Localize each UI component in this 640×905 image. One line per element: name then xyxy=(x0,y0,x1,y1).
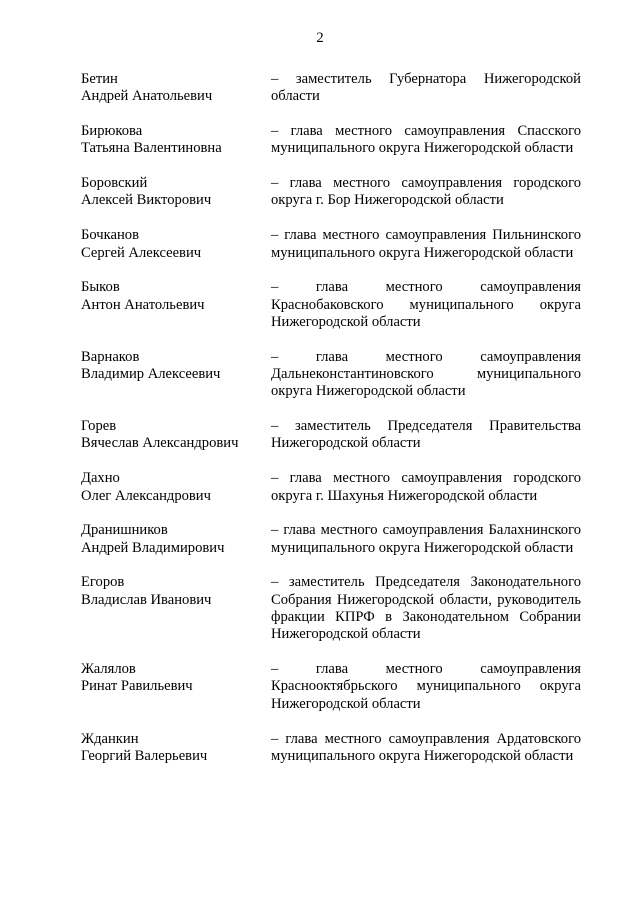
person-name xyxy=(81,227,271,262)
given-names: Алексей Викторович xyxy=(81,192,212,209)
surname: Дахно xyxy=(81,470,120,487)
surname: Бетин xyxy=(81,71,118,87)
position-title: – глава местного самоуправления Спасского муниципального округа Нижегородской области xyxy=(271,123,581,157)
list-item xyxy=(81,522,581,557)
given-names: Георгий Валерьевич xyxy=(81,747,208,764)
position-title: – глава местного самоуправления Балахнинского муниципального округа Нижегородской области xyxy=(271,522,581,556)
members-list xyxy=(81,71,581,783)
list-item xyxy=(81,470,581,505)
position-title: – глава местного самоуправления Краснобаковского муниципального округа Нижегородской области xyxy=(271,279,581,330)
person-name xyxy=(81,661,271,713)
given-names: Владислав Иванович xyxy=(81,591,212,608)
list-item xyxy=(81,71,581,106)
position-title: – глава местного самоуправления Дальнеконстантиновского муниципального округа Нижегородской области xyxy=(271,348,581,400)
given-names: Ринат Равильевич xyxy=(81,678,193,695)
list-item xyxy=(81,574,581,643)
surname: Бирюкова xyxy=(81,123,143,140)
given-names: Андрей Анатольевич xyxy=(81,88,213,105)
surname: Варнаков xyxy=(81,348,140,365)
surname: Горев xyxy=(81,418,117,435)
position-title: – заместитель Председателя Правительства Нижегородской области xyxy=(271,418,581,452)
surname: Егоров xyxy=(81,574,125,591)
given-names: Сергей Алексеевич xyxy=(81,244,202,261)
surname: Бочканов xyxy=(81,227,139,244)
list-item xyxy=(81,731,581,766)
page-number: 2 xyxy=(316,30,324,46)
list-item xyxy=(81,418,581,453)
given-names: Владимир Алексеевич xyxy=(81,366,221,383)
surname: Боровский xyxy=(81,175,148,192)
person-name xyxy=(81,175,271,210)
position-title: – глава местного самоуправления городского округа г. Шахунья Нижегородской области xyxy=(271,470,581,504)
person-name xyxy=(81,574,271,643)
list-item xyxy=(81,227,581,262)
position-title: – глава местного самоуправления Пильнинского муниципального округа Нижегородской области xyxy=(271,227,581,261)
person-name xyxy=(81,731,271,766)
list-item xyxy=(81,279,581,331)
person-name xyxy=(81,349,271,401)
person-name xyxy=(81,71,271,106)
given-names: Антон Анатольевич xyxy=(81,296,205,313)
surname: Дранишников xyxy=(81,522,168,539)
position-title: – заместитель Председателя Законодательного Собрания Нижегородской области, руководитель фракции КПРФ в Законодательном Собрании Нижегородской области xyxy=(271,574,581,643)
list-item xyxy=(81,661,581,713)
position-title: – заместитель Губернатора Нижегородской области xyxy=(271,71,581,105)
list-item xyxy=(81,123,581,158)
list-item xyxy=(81,349,581,401)
given-names: Вячеслав Александрович xyxy=(81,435,239,452)
surname: Быков xyxy=(81,279,120,296)
surname: Жданкин xyxy=(81,730,139,747)
position-title: – глава местного самоуправления городского округа г. Бор Нижегородской области xyxy=(271,175,581,209)
person-name xyxy=(81,470,271,505)
position-title: – глава местного самоуправления Ардатовского муниципального округа Нижегородской области xyxy=(271,730,581,764)
person-name xyxy=(81,123,271,158)
given-names: Андрей Владимирович xyxy=(81,539,225,556)
person-name xyxy=(81,418,271,453)
given-names: Татьяна Валентиновна xyxy=(81,140,222,157)
position-title: – глава местного самоуправления Краснооктябрьского муниципального округа Нижегородской области xyxy=(271,661,581,712)
given-names: Олег Александрович xyxy=(81,487,211,504)
surname: Жалялов xyxy=(81,661,136,678)
person-name xyxy=(81,522,271,557)
person-name xyxy=(81,279,271,331)
list-item xyxy=(81,175,581,210)
